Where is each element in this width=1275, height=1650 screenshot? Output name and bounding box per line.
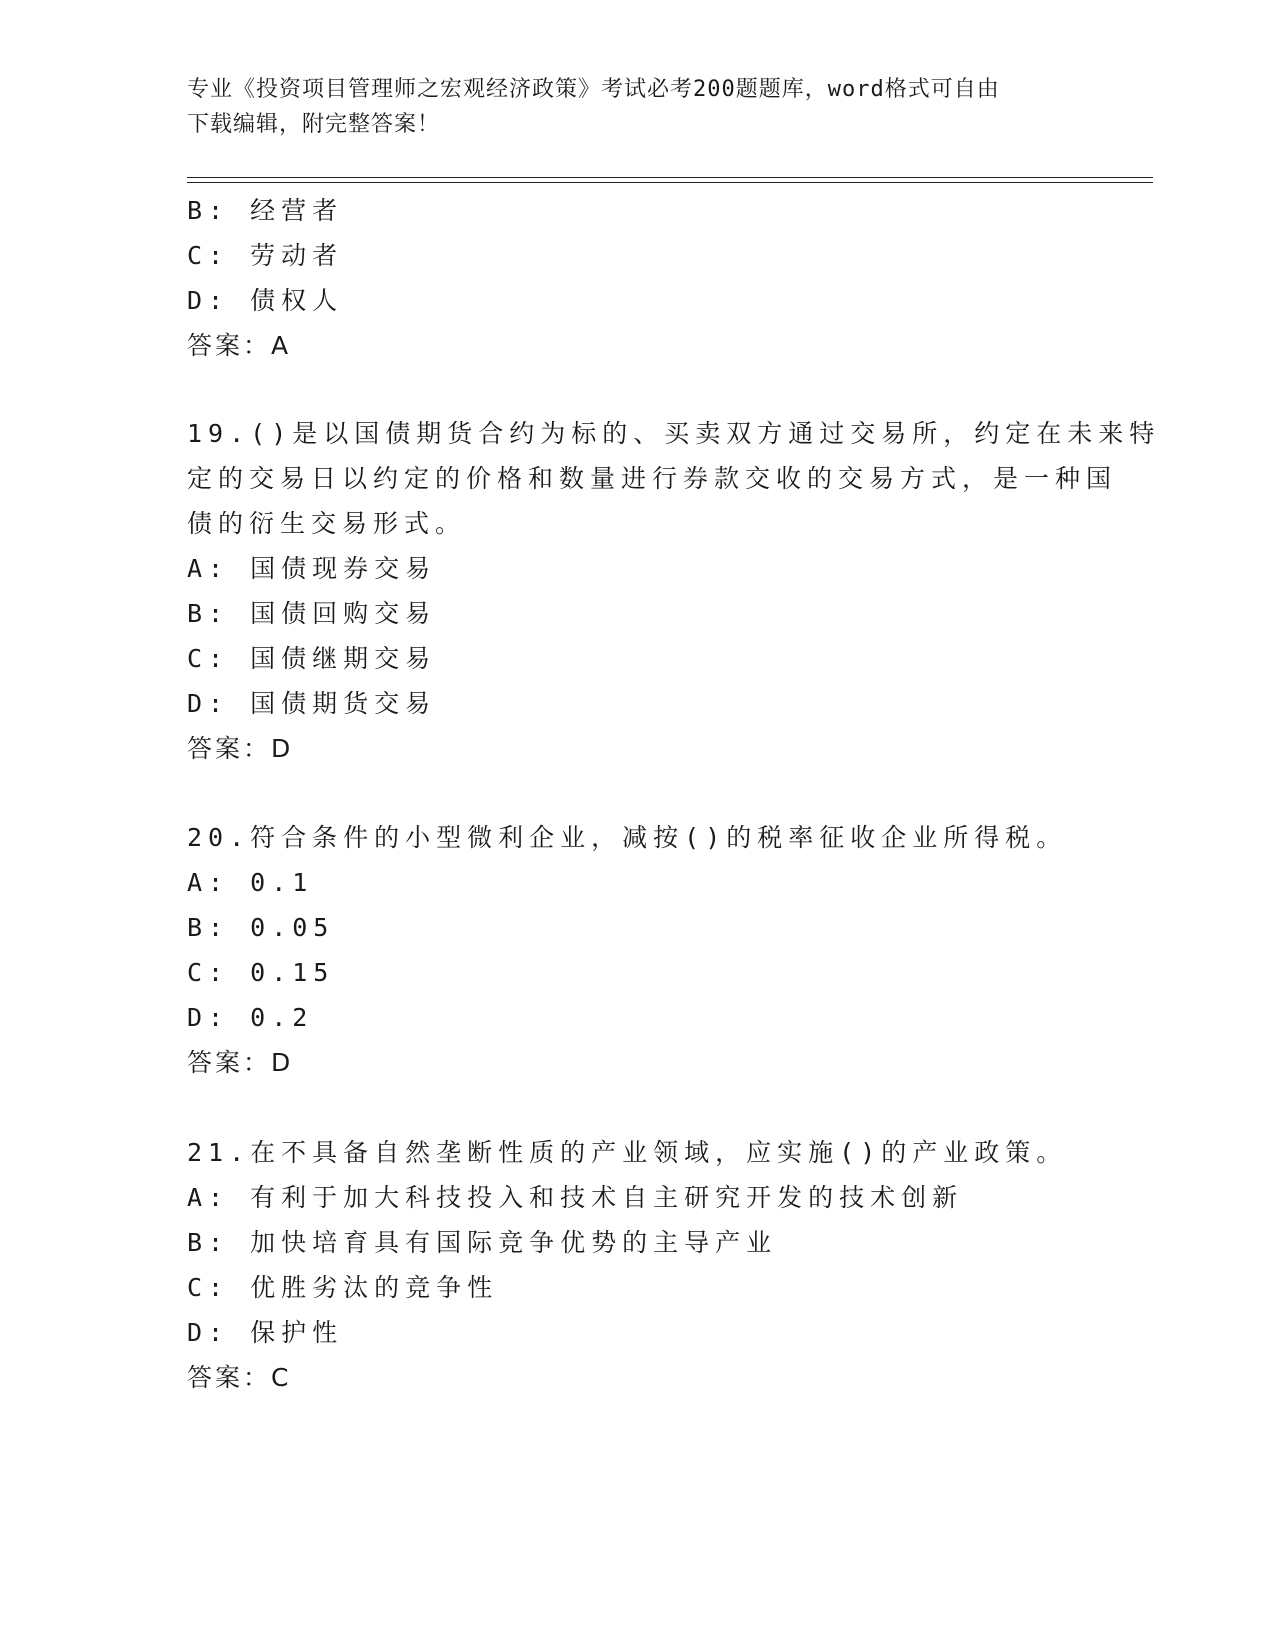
q19-option-c: C: 国债继期交易	[187, 644, 437, 673]
q20-answer: 答案：D	[187, 1048, 294, 1077]
header-line-2: 下载编辑，附完整答案！	[187, 112, 441, 137]
q18-option-c: C: 劳动者	[187, 241, 344, 270]
q19-stem-line-3: 债的衍生交易形式。	[187, 509, 467, 538]
q19-answer: 答案：D	[187, 734, 294, 763]
document-header	[187, 72, 1087, 142]
q20-option-d: D: 0.2	[187, 1003, 314, 1032]
q20-option-a: A: 0.1	[187, 868, 314, 897]
header-divider-top	[187, 177, 1153, 178]
q18-answer: 答案：A	[187, 331, 292, 360]
q19-stem-line-2: 定的交易日以约定的价格和数量进行券款交收的交易方式，是一种国	[187, 464, 1118, 493]
q21-stem: 21.在不具备自然垄断性质的产业领域，应实施()的产业政策。	[187, 1138, 1068, 1167]
q19-option-d: D: 国债期货交易	[187, 689, 437, 718]
header-line-1: 专业《投资项目管理师之宏观经济政策》考试必考200题题库，word格式可自由	[187, 77, 1000, 102]
q21-option-b: B: 加快培育具有国际竞争优势的主导产业	[187, 1228, 778, 1257]
q21-option-a: A: 有利于加大科技投入和技术自主研究开发的技术创新	[187, 1183, 964, 1212]
q21-option-c: C: 优胜劣汰的竞争性	[187, 1273, 499, 1302]
q19-stem-line-1: 19.()是以国债期货合约为标的、买卖双方通过交易所，约定在未来特	[187, 419, 1161, 448]
q21-answer: 答案：C	[187, 1363, 292, 1392]
q20-option-c: C: 0.15	[187, 958, 335, 987]
header-divider-bottom	[187, 182, 1153, 183]
q19-option-a: A: 国债现券交易	[187, 554, 437, 583]
q21-option-d: D: 保护性	[187, 1318, 344, 1347]
q20-stem: 20.符合条件的小型微利企业，减按()的税率征收企业所得税。	[187, 823, 1068, 852]
q18-option-b: B: 经营者	[187, 196, 344, 225]
q20-option-b: B: 0.05	[187, 913, 335, 942]
q18-option-d: D: 债权人	[187, 286, 344, 315]
q19-option-b: B: 国债回购交易	[187, 599, 437, 628]
